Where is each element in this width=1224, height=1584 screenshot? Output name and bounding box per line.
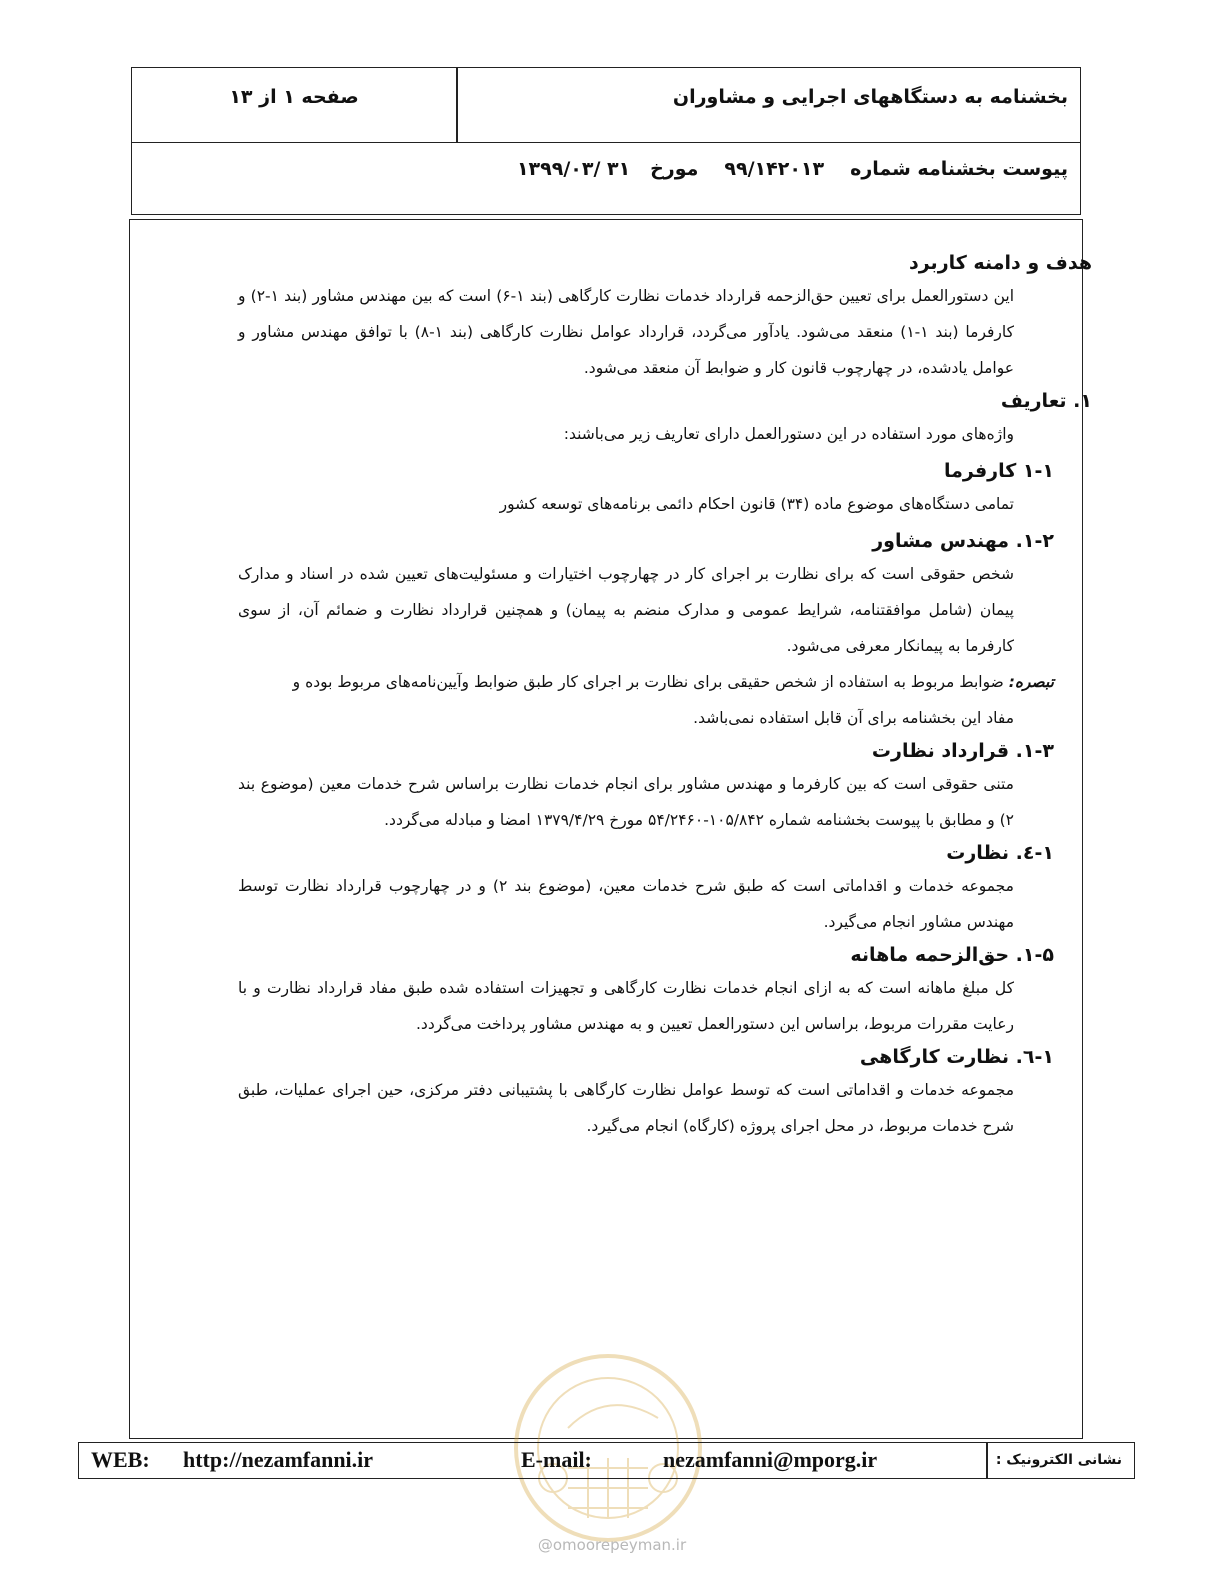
section-1-5-heading: ۱-۵. حق‌الزحمه ماهانه	[850, 944, 1054, 966]
web-link[interactable]: http://nezamfanni.ir	[183, 1447, 374, 1472]
footer-bar	[78, 1442, 1135, 1479]
section-1-4-heading: ۱-٤. نظارت	[946, 842, 1054, 864]
section-1-4-paragraph: مجموعه خدمات و اقداماتی است که طبق شرح خدمات معین، (موضوع بند ۲) و در چهارچوب قرارداد نظارت توسط مهندس مشاور انجام می‌گیرد.	[238, 877, 1014, 931]
attachment-line	[491, 158, 1068, 180]
section-1-5-paragraph: کل مبلغ ماهانه است که به ازای انجام خدمات نظارت کارگاهی و تجهیزات استفاده شده طبق مفاد قرارداد نظارت و با رعایت مقررات مربوط، براساس این دستورالعمل تعیین و به مهندس مشاور پرداخت می‌گردد.	[238, 979, 1014, 1033]
note-text-continued: مفاد این بخشنامه برای آن قابل استفاده نمی‌باشد.	[693, 709, 1014, 727]
scope-heading: هدف و دامنه کاربرد	[908, 252, 1092, 274]
note-text: ضوابط مربوط به استفاده از شخص حقیقی برای نظارت بر اجرای کار طبق ضوابط وآیین‌نامه‌های مربوط بوده و	[292, 673, 1009, 691]
header-divider	[456, 68, 458, 142]
section-1-6-paragraph: مجموعه خدمات و اقداماتی است که توسط عوامل نظارت کارگاهی با پشتیبانی دفتر مرکزی، حین اجرای عملیات، طبق شرح خدمات مربوط، در محل اجرای پروژه (کارگاه) انجام می‌گیرد.	[238, 1081, 1014, 1135]
section-1-2-heading: ۱-۲. مهندس مشاور	[872, 530, 1054, 552]
scope-paragraph: این دستورالعمل برای تعیین حق‌الزحمه قرارداد خدمات نظارت کارگاهی (بند ۱-۶) است که بین مهندس مشاور (بند ۱-۲) و کارفرما (بند ۱-۱) منعقد می‌شود. یادآور می‌گردد، قرارداد عوامل نظارت کارگاهی (بند ۱-۸) با توافق مهندس مشاور و عوامل یادشده، در چهارچوب قانون کار و ضوابط آن منعقد می‌شود.	[238, 287, 1015, 377]
section-1-1-heading: ۱-۱ کارفرما	[944, 460, 1054, 482]
section-1-2-paragraph: شخص حقوقی است که برای نظارت بر اجرای کار در چهارچوب اختیارات و مسئولیت‌های تعیین شده در اسناد و مدارک پیمان (شامل موافقتنامه، شرایط عمومی و مدارک منضم به پیمان) و همچنین قرارداد نظارت و ضمائم آن، از سوی کارفرما به پیمانکار معرفی می‌شود.	[238, 565, 1014, 655]
definitions-paragraph: واژه‌های مورد استفاده در این دستورالعمل دارای تعاریف زیر می‌باشند:	[563, 425, 1014, 443]
email-link[interactable]: nezamfanni@mporg.ir	[663, 1447, 878, 1472]
watermark-site: @omoorepeyman.ir	[537, 1536, 687, 1554]
header-table	[131, 67, 1081, 215]
document-body	[192, 248, 1092, 1144]
web-label: WEB:	[91, 1447, 150, 1472]
note-paragraph	[238, 664, 1054, 736]
email-label: E-mail:	[521, 1447, 592, 1472]
attachment-label: پیوست بخشنامه شماره	[850, 158, 1068, 180]
section-1-3-heading: ۱-۳. قرارداد نظارت	[871, 740, 1054, 762]
address-label: نشانی الکترونیک :	[995, 1452, 1122, 1468]
section-1-6-heading: ۱-٦. نظارت کارگاهی	[859, 1046, 1054, 1068]
footer-divider	[986, 1443, 988, 1478]
definitions-heading: ۱. تعاریف	[1000, 390, 1092, 412]
attachment-number: ۹۹/۱۴۲۰۱۳	[724, 158, 825, 180]
section-1-3-paragraph: متنی حقوقی است که بین کارفرما و مهندس مشاور برای انجام خدمات نظارت براساس شرح خدمات معین (موضوع بند ۲) و مطابق با پیوست بخشنامه شماره ۱۰۵/۸۴۲-۵۴/۲۴۶۰ مورخ ۱۳۷۹/۴/۲۹ امضا و مبادله می‌گردد.	[238, 775, 1014, 829]
section-1-1-paragraph: تمامی دستگاه‌های موضوع ماده (۳۴) قانون احکام دائمی برنامه‌های توسعه کشور	[499, 495, 1014, 513]
header-title: بخشنامه به دستگاههای اجرایی و مشاوران	[672, 86, 1068, 108]
attachment-date: مورخ ۳۱ /۱۳۹۹/۰۳	[516, 158, 699, 180]
page-number: صفحه ۱ از ۱۳	[229, 86, 359, 108]
note-label: تبصره:	[1008, 673, 1054, 691]
